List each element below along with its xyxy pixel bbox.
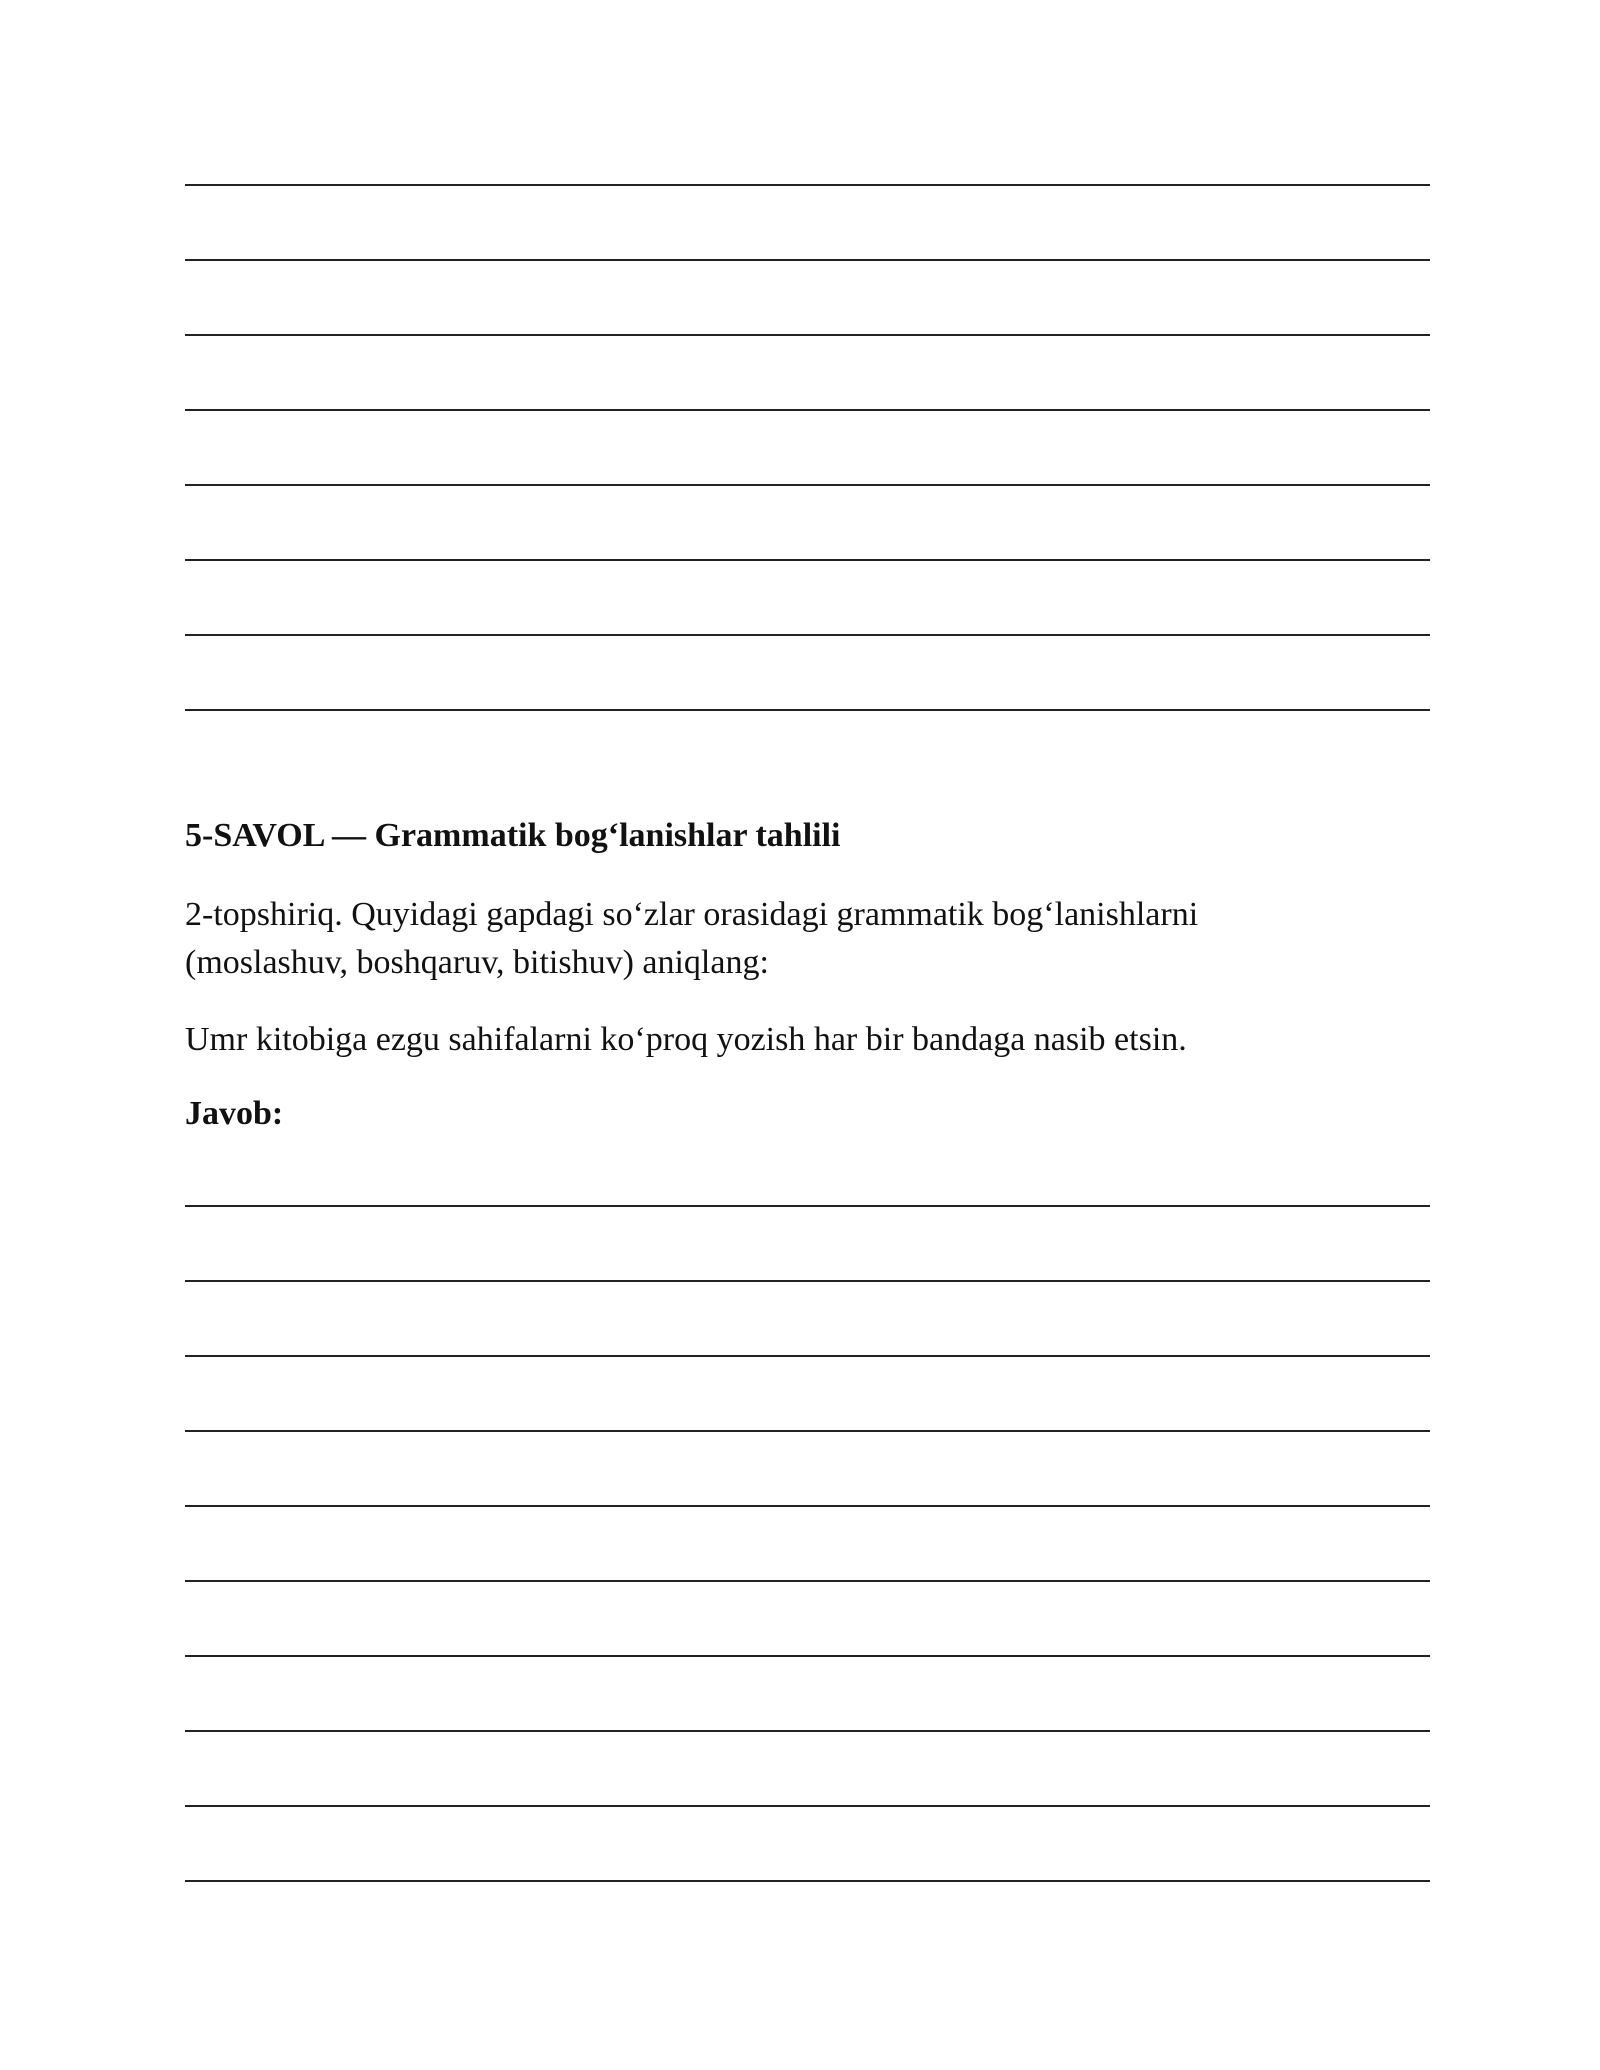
answer-line [185, 1730, 1430, 1732]
answer-line [185, 1655, 1430, 1657]
answer-line [185, 559, 1430, 561]
answer-line [185, 709, 1430, 711]
answer-line [185, 334, 1430, 336]
answer-line [185, 259, 1430, 261]
answer-line [185, 409, 1430, 411]
task-instruction-line-2: (moslashuv, boshqaruv, bitishuv) aniqlang: [185, 944, 769, 981]
answer-line [185, 1580, 1430, 1582]
answer-label: Javob: [185, 1095, 284, 1132]
question-heading: 5-SAVOL — Grammatik bog‘lanishlar tahlili [185, 817, 841, 854]
task-instruction-line-1: 2-topshiriq. Quyidagi gapdagi so‘zlar orasidagi grammatik bog‘lanishlarni [185, 896, 1199, 933]
answer-line [185, 634, 1430, 636]
answer-line [185, 184, 1430, 186]
answer-line [185, 484, 1430, 486]
answer-line [185, 1280, 1430, 1282]
answer-line [185, 1430, 1430, 1432]
task-instruction [185, 891, 1430, 987]
answer-line [185, 1880, 1430, 1882]
answer-line [185, 1355, 1430, 1357]
answer-line [185, 1805, 1430, 1807]
analysis-sentence: Umr kitobiga ezgu sahifalarni ko‘proq yozish har bir bandaga nasib etsin. [185, 1021, 1187, 1058]
answer-line [185, 1505, 1430, 1507]
answer-line [185, 1205, 1430, 1207]
